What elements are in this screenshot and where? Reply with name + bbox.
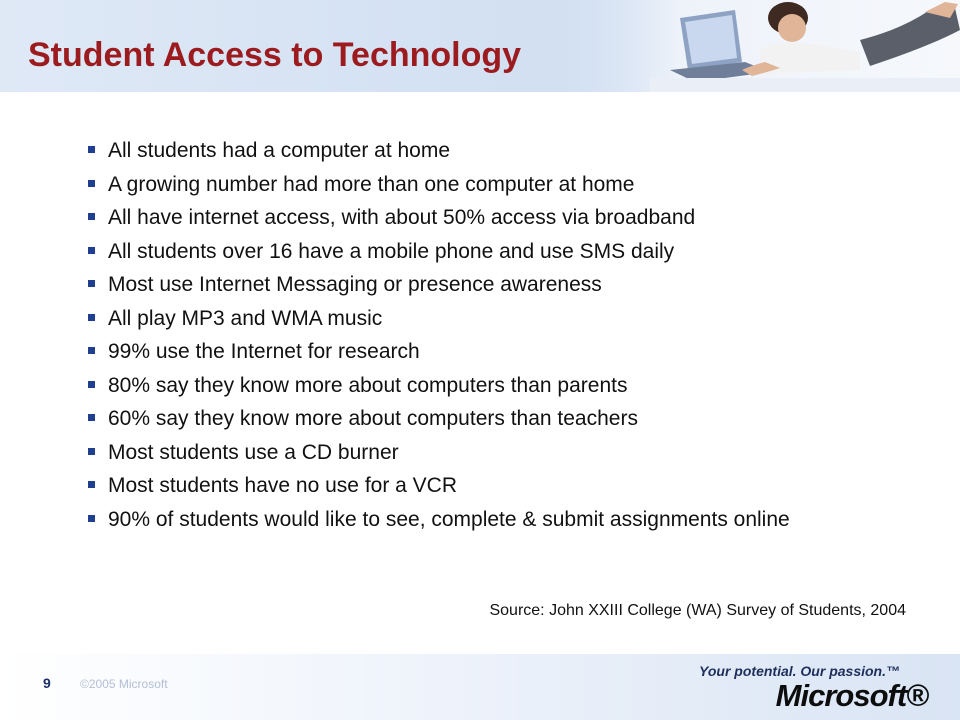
square-bullet-icon	[88, 213, 95, 220]
square-bullet-icon	[88, 414, 95, 421]
square-bullet-icon	[88, 515, 95, 522]
list-item	[86, 306, 906, 331]
square-bullet-icon	[88, 381, 95, 388]
square-bullet-icon	[88, 448, 95, 455]
bullet-text: Most students use a CD burner	[108, 440, 399, 464]
list-item	[86, 406, 906, 431]
copyright-text: ©2005 Microsoft	[80, 677, 168, 691]
bullet-text: 99% use the Internet for research	[108, 340, 420, 363]
bullet-text: Most students have no use for a VCR	[108, 474, 458, 497]
list-item	[86, 339, 906, 364]
microsoft-logo: Microsoft®	[775, 678, 928, 713]
list-item	[86, 373, 906, 398]
square-bullet-icon	[88, 280, 95, 287]
square-bullet-icon	[88, 247, 95, 254]
list-item	[86, 205, 906, 230]
bullet-text: All have internet access, with about 50% access via broadband	[108, 206, 696, 229]
list-item	[86, 440, 906, 465]
square-bullet-icon	[88, 347, 95, 354]
list-item	[86, 272, 906, 297]
tagline: Your potential. Our passion.™	[699, 663, 900, 679]
square-bullet-icon	[88, 314, 95, 321]
bullet-list	[86, 138, 906, 540]
list-item	[86, 507, 906, 532]
bullet-text: All play MP3 and WMA music	[108, 306, 383, 330]
source-citation: Source: John XXIII College (WA) Survey of Students, 2004	[489, 602, 906, 619]
bullet-text: All students had a computer at home	[108, 139, 451, 162]
list-item	[86, 473, 906, 498]
bullet-text: 60% say they know more about computers than teachers	[108, 407, 638, 430]
list-item	[86, 239, 906, 264]
student-laptop-photo	[530, 0, 960, 92]
square-bullet-icon	[88, 146, 95, 153]
bullet-text: 90% of students would like to see, complete & submit assignments online	[108, 507, 790, 531]
square-bullet-icon	[88, 180, 95, 187]
bullet-text: A growing number had more than one computer at home	[108, 172, 635, 196]
bullet-text: Most use Internet Messaging or presence awareness	[108, 273, 602, 296]
bullet-text: 80% say they know more about computers than parents	[108, 373, 628, 397]
list-item	[86, 172, 906, 197]
square-bullet-icon	[88, 481, 95, 488]
page-number: 9	[43, 675, 51, 691]
list-item	[86, 138, 906, 163]
bullet-text: All students over 16 have a mobile phone and use SMS daily	[108, 239, 675, 263]
page-title: Student Access to Technology	[28, 36, 522, 74]
